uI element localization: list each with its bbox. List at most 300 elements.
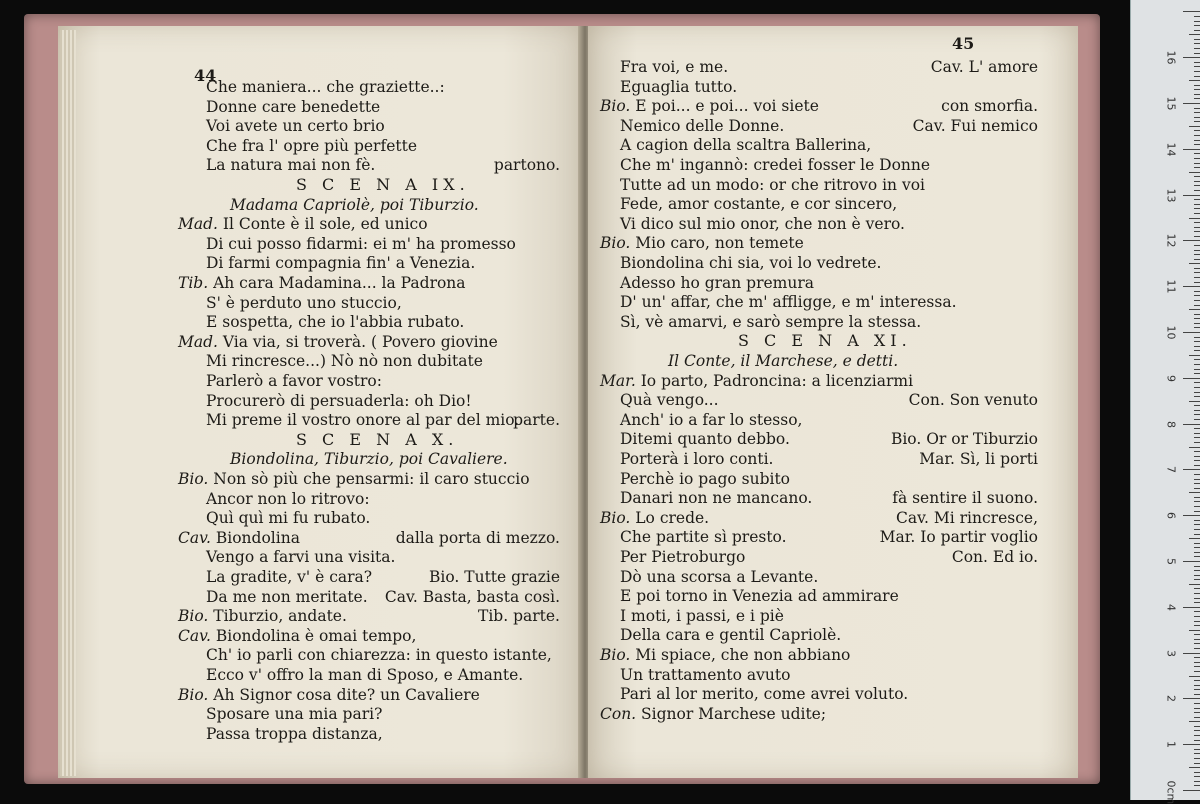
ruler-tick — [1194, 282, 1200, 283]
ruler-tick — [1194, 314, 1200, 315]
inline-direction: parte. — [513, 411, 560, 430]
line-text: Di farmi compagnia fin' a Venezia. — [206, 254, 476, 273]
line-text: Eguaglia tutto. — [620, 77, 738, 96]
text-line — [620, 313, 921, 331]
inline-direction: fà sentire il suono. — [892, 489, 1038, 508]
ruler-tick — [1189, 172, 1200, 173]
line-text: Che fra l' opre più perfette — [206, 136, 417, 155]
ruler-tick — [1194, 364, 1200, 365]
ruler-tick — [1183, 103, 1200, 104]
ruler-tick — [1194, 625, 1200, 626]
ruler-tick — [1194, 529, 1200, 530]
speaker-label: Mad. — [178, 215, 223, 234]
ruler-tick — [1189, 447, 1200, 448]
ruler-tick — [1183, 515, 1200, 516]
text-line — [620, 195, 897, 213]
ruler-tick — [1194, 598, 1200, 599]
ruler-tick — [1183, 424, 1200, 425]
ruler-tick — [1194, 76, 1200, 77]
text-line — [620, 176, 925, 194]
line-text: Da me non meritate. — [206, 587, 368, 606]
text-line — [620, 78, 737, 96]
line-text: Parlerò a favor vostro: — [206, 372, 382, 390]
line-text: Ch' io parli con chiarezza: in questo istante, — [206, 646, 552, 665]
ruler-tick — [1194, 689, 1200, 690]
ruler-tick — [1194, 117, 1200, 118]
ruler-tick — [1194, 621, 1200, 622]
line-text: Vi dico sul mio onor, che non è vero. — [620, 214, 905, 233]
ruler-tick — [1189, 721, 1200, 722]
line-text: E poi torno in Venezia ad ammirare — [620, 587, 899, 606]
line-text: Fra voi, e me. — [620, 58, 729, 76]
ruler-label: 9 — [1164, 374, 1178, 382]
ruler-tick — [1194, 94, 1200, 95]
ruler-tick — [1194, 199, 1200, 200]
text-line — [206, 646, 552, 664]
line-text: Anch' io a far lo stesso, — [620, 410, 803, 429]
text-line — [620, 156, 930, 174]
ruler-tick — [1183, 240, 1200, 241]
ruler-tick — [1194, 337, 1200, 338]
stage-direction-line — [230, 196, 479, 214]
inline-direction: Mar. Sì, li porti — [919, 450, 1038, 468]
line-text: Via via, si troverà. ( Povero giovine — [222, 332, 498, 351]
ruler-tick — [1194, 89, 1200, 90]
line-text: Porterà i loro conti. — [620, 450, 774, 468]
line-text: Sì, vè amarvi, e sarò sempre la stessa. — [620, 312, 922, 331]
ruler-tick — [1189, 126, 1200, 127]
ruler-tick — [1194, 616, 1200, 617]
ruler-tick — [1194, 405, 1200, 406]
line-text: Per Pietroburgo — [620, 548, 746, 566]
text-line — [620, 489, 812, 507]
ruler-tick — [1194, 534, 1200, 535]
ruler-tick — [1194, 776, 1200, 777]
ruler-label: 12 — [1164, 233, 1178, 248]
ruler-label: 10 — [1164, 325, 1178, 340]
ruler-tick — [1194, 694, 1200, 695]
line-text: Ancor non lo ritrovo: — [206, 489, 370, 508]
line-text: Vengo a farvi una visita. — [206, 548, 396, 567]
ruler-tick — [1194, 419, 1200, 420]
line-text: Biondolina è omai tempo, — [215, 626, 417, 645]
ruler-tick — [1194, 53, 1200, 54]
ruler-tick — [1194, 305, 1200, 306]
ruler-tick — [1194, 71, 1200, 72]
ruler-tick — [1194, 501, 1200, 502]
ruler-tick — [1194, 579, 1200, 580]
ruler-tick — [1194, 396, 1200, 397]
ruler-tick — [1189, 767, 1200, 768]
ruler-tick — [1194, 245, 1200, 246]
ruler-tick — [1189, 538, 1200, 539]
text-line — [178, 215, 428, 233]
text-line — [620, 548, 745, 566]
scene-heading — [738, 332, 912, 350]
ruler-label: 1 — [1164, 741, 1178, 749]
ruler-label: 15 — [1164, 96, 1178, 111]
ruler-tick — [1194, 250, 1200, 251]
line-text: I moti, i passi, e i piè — [620, 606, 784, 625]
measuring-ruler — [1130, 0, 1200, 804]
text-line — [620, 411, 802, 429]
text-line — [600, 705, 826, 723]
line-text: Ecco v' offro la man di Sposo, e Amante. — [206, 666, 524, 684]
ruler-tick — [1194, 181, 1200, 182]
line-text: S C E N A IX. — [296, 175, 470, 194]
line-text: D' un' affar, che m' affligge, e m' interessa. — [620, 293, 957, 312]
ruler-tick — [1194, 552, 1200, 553]
speaker-label: Bio. — [178, 470, 214, 488]
ruler-tick — [1194, 708, 1200, 709]
ruler-tick — [1194, 488, 1200, 489]
ruler-tick — [1194, 21, 1200, 22]
ruler-tick — [1194, 483, 1200, 484]
ruler-tick — [1194, 410, 1200, 411]
ruler-label: 5 — [1164, 558, 1178, 565]
text-line — [600, 97, 819, 115]
text-line — [206, 117, 385, 135]
text-line — [206, 725, 383, 743]
ruler-tick — [1194, 121, 1200, 122]
ruler-tick — [1194, 291, 1200, 292]
ruler-tick — [1189, 263, 1200, 264]
ruler-tick — [1194, 671, 1200, 672]
text-line — [178, 529, 300, 547]
inline-direction: Bio. Or or Tiburzio — [890, 430, 1038, 449]
line-text: Che maniera... che graziette..: — [206, 78, 445, 96]
ruler-tick — [1194, 433, 1200, 434]
ruler-tick — [1194, 254, 1200, 255]
ruler-tick — [1194, 662, 1200, 663]
ruler-label: 13 — [1164, 188, 1178, 203]
text-line — [620, 430, 790, 448]
ruler-tick — [1189, 401, 1200, 402]
ruler-tick — [1194, 167, 1200, 168]
text-line — [178, 607, 347, 625]
ruler-tick — [1183, 11, 1200, 12]
ruler-tick — [1194, 593, 1200, 594]
text-line — [206, 392, 472, 410]
ruler-tick — [1194, 231, 1200, 232]
text-line — [206, 588, 368, 606]
page-edges — [60, 30, 76, 776]
ruler-tick — [1194, 479, 1200, 480]
ruler-tick — [1194, 222, 1200, 223]
line-text: La natura mai non fè. — [206, 156, 376, 175]
ruler-tick — [1194, 657, 1200, 658]
text-line — [620, 666, 790, 684]
ruler-label: 8 — [1164, 420, 1178, 428]
ruler-tick — [1194, 236, 1200, 237]
ruler-tick — [1194, 524, 1200, 525]
ruler-tick — [1194, 176, 1200, 177]
line-text: S' è perduto uno stuccio, — [206, 293, 402, 312]
ruler-tick — [1194, 30, 1200, 31]
text-line — [620, 568, 818, 586]
ruler-tick — [1194, 763, 1200, 764]
line-text: Mio caro, non temete — [635, 234, 804, 253]
ruler-tick — [1194, 753, 1200, 754]
ruler-tick — [1194, 346, 1200, 347]
ruler-tick — [1183, 653, 1200, 654]
inline-direction: dalla porta di mezzo. — [395, 528, 560, 547]
ruler-tick — [1194, 295, 1200, 296]
text-line — [206, 372, 382, 390]
line-text: Nemico delle Donne. — [620, 116, 785, 135]
ruler-tick — [1194, 185, 1200, 186]
ruler-tick — [1189, 309, 1200, 310]
inline-direction: Cav. L' amore — [930, 58, 1038, 76]
ruler-tick — [1183, 57, 1200, 58]
line-text: Pari al lor merito, come avrei voluto. — [620, 685, 909, 704]
scene-heading — [296, 176, 470, 194]
line-text: Mi preme il vostro onore al par del mio. — [206, 411, 520, 430]
ruler-tick — [1194, 717, 1200, 718]
speaker-label: Bio. — [600, 508, 636, 527]
text-line — [178, 470, 530, 488]
ruler-tick — [1194, 772, 1200, 773]
ruler-label: 3 — [1164, 649, 1178, 657]
text-line — [620, 136, 871, 154]
ruler-tick — [1183, 607, 1200, 608]
line-text: Adesso ho gran premura — [620, 273, 815, 292]
left-page-text — [58, 26, 582, 778]
text-line — [206, 705, 382, 723]
line-text: Signor Marchese udite; — [641, 704, 827, 723]
line-text: Mi spiace, che non abbiano — [635, 646, 851, 664]
ruler-tick — [1194, 602, 1200, 603]
ruler-tick — [1194, 749, 1200, 750]
line-text: Biondolina chi sia, voi lo vedrete. — [620, 254, 882, 272]
line-text: A cagion della scaltra Ballerina, — [620, 136, 872, 155]
ruler-tick — [1194, 460, 1200, 461]
line-text: Ditemi quanto debbo. — [620, 430, 790, 449]
scene-heading — [296, 431, 458, 449]
ruler-tick — [1194, 428, 1200, 429]
text-line — [206, 235, 516, 253]
ruler-tick — [1194, 735, 1200, 736]
text-line — [206, 411, 519, 429]
ruler-tick — [1194, 611, 1200, 612]
ruler-tick — [1194, 43, 1200, 44]
stage-direction-line — [668, 352, 898, 370]
speaker-label: Cav. — [178, 626, 216, 645]
ruler-tick — [1194, 66, 1200, 67]
ruler-tick — [1194, 451, 1200, 452]
text-line — [600, 372, 913, 390]
line-text: Della cara e gentil Capriolè. — [620, 626, 842, 645]
ruler-tick — [1194, 387, 1200, 388]
ruler-tick — [1194, 639, 1200, 640]
ruler-tick — [1194, 359, 1200, 360]
text-line — [206, 352, 483, 370]
text-line — [178, 627, 416, 645]
line-text: Donne care benedette — [206, 97, 381, 116]
ruler-tick — [1189, 676, 1200, 677]
ruler-tick — [1194, 703, 1200, 704]
speaker-label: Tib. — [178, 274, 214, 292]
ruler-tick — [1194, 570, 1200, 571]
text-line — [206, 156, 375, 174]
text-line — [206, 490, 370, 508]
ruler-tick — [1194, 648, 1200, 649]
ruler-tick — [1194, 208, 1200, 209]
ruler-tick — [1183, 195, 1200, 196]
inline-direction: Bio. Tutte grazie — [428, 568, 560, 586]
ruler-label: 0cm — [1164, 780, 1178, 804]
ruler-tick — [1194, 414, 1200, 415]
ruler-tick — [1189, 584, 1200, 585]
ruler-tick — [1194, 547, 1200, 548]
speaker-label: Con. — [600, 704, 642, 723]
ruler-tick — [1183, 561, 1200, 562]
speaker-label: Bio. — [600, 646, 636, 664]
line-text: Voi avete un certo brio — [206, 117, 385, 136]
line-text: Di cui posso fidarmi: ei m' ha promesso — [206, 234, 516, 253]
line-text: Passa troppa distanza, — [206, 724, 383, 743]
ruler-tick — [1194, 497, 1200, 498]
ruler-tick — [1194, 318, 1200, 319]
text-line — [206, 78, 445, 96]
text-line — [620, 391, 719, 409]
line-text: Che m' ingannò: credei fosser le Donne — [620, 156, 931, 174]
ruler-label: 4 — [1164, 603, 1178, 611]
text-line — [620, 254, 882, 272]
speaker-label: Bio. — [600, 234, 636, 253]
text-line — [620, 215, 905, 233]
ruler-tick — [1183, 469, 1200, 470]
line-text: Biondolina, Tiburzio, poi Cavaliere. — [230, 450, 508, 469]
text-line — [178, 274, 466, 292]
inline-direction: Cav. Mi rincresce, — [896, 508, 1038, 527]
inline-direction: Cav. Basta, basta così. — [384, 587, 560, 606]
line-text: Sposare una mia pari? — [206, 705, 383, 724]
ruler-tick — [1194, 39, 1200, 40]
line-text: La gradite, v' è cara? — [206, 568, 373, 586]
text-line — [620, 470, 790, 488]
text-line — [600, 646, 850, 664]
ruler-tick — [1194, 740, 1200, 741]
text-line — [206, 548, 395, 566]
ruler-tick — [1194, 566, 1200, 567]
ruler-tick — [1194, 259, 1200, 260]
speaker-label: Mad. — [178, 332, 223, 351]
ruler-label: 11 — [1164, 279, 1178, 294]
ruler-tick — [1194, 474, 1200, 475]
ruler-tick — [1194, 437, 1200, 438]
ruler-tick — [1189, 355, 1200, 356]
line-text: Ah Signor cosa dite? un Cavaliere — [213, 685, 480, 704]
ruler-tick — [1194, 341, 1200, 342]
ruler-tick — [1194, 227, 1200, 228]
text-line — [206, 568, 372, 586]
line-text: Fede, amor costante, e cor sincero, — [620, 195, 898, 214]
line-text: Il Conte, il Marchese, e detti. — [668, 352, 899, 370]
ruler-tick — [1194, 130, 1200, 131]
ruler-tick — [1183, 332, 1200, 333]
speaker-label: Bio. — [178, 685, 214, 704]
ruler-tick — [1194, 144, 1200, 145]
ruler-tick — [1194, 465, 1200, 466]
text-line — [206, 509, 370, 527]
ruler-tick — [1194, 190, 1200, 191]
ruler-tick — [1194, 520, 1200, 521]
ruler-tick — [1194, 666, 1200, 667]
line-text: Danari non ne mancano. — [620, 489, 813, 508]
text-line — [620, 587, 899, 605]
ruler-tick — [1194, 108, 1200, 109]
speaker-label: Mar. — [600, 371, 641, 390]
ruler-label: 2 — [1164, 695, 1178, 703]
ruler-tick — [1194, 392, 1200, 393]
ruler-label: 14 — [1164, 142, 1178, 157]
line-text: S C E N A X. — [296, 429, 459, 449]
ruler-tick — [1189, 218, 1200, 219]
ruler-tick — [1183, 149, 1200, 150]
line-text: Dò una scorsa a Levante. — [620, 567, 819, 586]
text-line — [178, 333, 498, 351]
inline-direction: con smorfia. — [941, 97, 1038, 116]
ruler-tick — [1194, 373, 1200, 374]
ruler-tick — [1194, 506, 1200, 507]
ruler-tick — [1194, 268, 1200, 269]
line-text: Biondolina — [215, 528, 300, 547]
ruler-tick — [1194, 456, 1200, 457]
ruler-tick — [1194, 726, 1200, 727]
right-page — [588, 26, 1078, 778]
ruler-tick — [1183, 698, 1200, 699]
line-text: Lo crede. — [635, 508, 710, 527]
ruler-tick — [1194, 112, 1200, 113]
line-text: Tiburzio, andate. — [213, 607, 347, 626]
ruler-tick — [1194, 140, 1200, 141]
ruler-tick — [1194, 16, 1200, 17]
text-line — [620, 450, 773, 468]
line-text: Il Conte è il sole, ed unico — [222, 215, 428, 234]
line-text: Un trattamento avuto — [620, 665, 791, 684]
text-line — [600, 234, 804, 252]
text-line — [600, 509, 709, 527]
ruler-label: 16 — [1164, 50, 1178, 65]
ruler-tick — [1189, 80, 1200, 81]
text-line — [178, 686, 480, 704]
line-text: S C E N A XI. — [738, 331, 912, 351]
ruler-tick — [1194, 442, 1200, 443]
ruler-tick — [1194, 277, 1200, 278]
ruler-label: 7 — [1164, 466, 1178, 474]
line-text: Madama Capriolè, poi Tiburzio. — [230, 195, 479, 214]
ruler-tick — [1194, 543, 1200, 544]
ruler-tick — [1194, 135, 1200, 136]
text-line — [620, 685, 908, 703]
stage-direction-line — [230, 450, 508, 468]
inline-direction: Con. Son venuto — [908, 391, 1038, 410]
ruler-tick — [1194, 758, 1200, 759]
line-text: Quì quì mi fu rubato. — [206, 509, 371, 528]
inline-direction: partono. — [493, 156, 560, 175]
text-line — [620, 293, 957, 311]
line-text: Perchè io pago subito — [620, 469, 791, 488]
inline-direction: Con. Ed io. — [951, 548, 1038, 566]
ruler-tick — [1194, 511, 1200, 512]
ruler-tick — [1194, 643, 1200, 644]
speaker-label: Cav. — [178, 528, 216, 547]
ruler-tick — [1194, 163, 1200, 164]
ruler-tick — [1194, 781, 1200, 782]
ruler-tick — [1194, 300, 1200, 301]
ruler-tick — [1194, 62, 1200, 63]
